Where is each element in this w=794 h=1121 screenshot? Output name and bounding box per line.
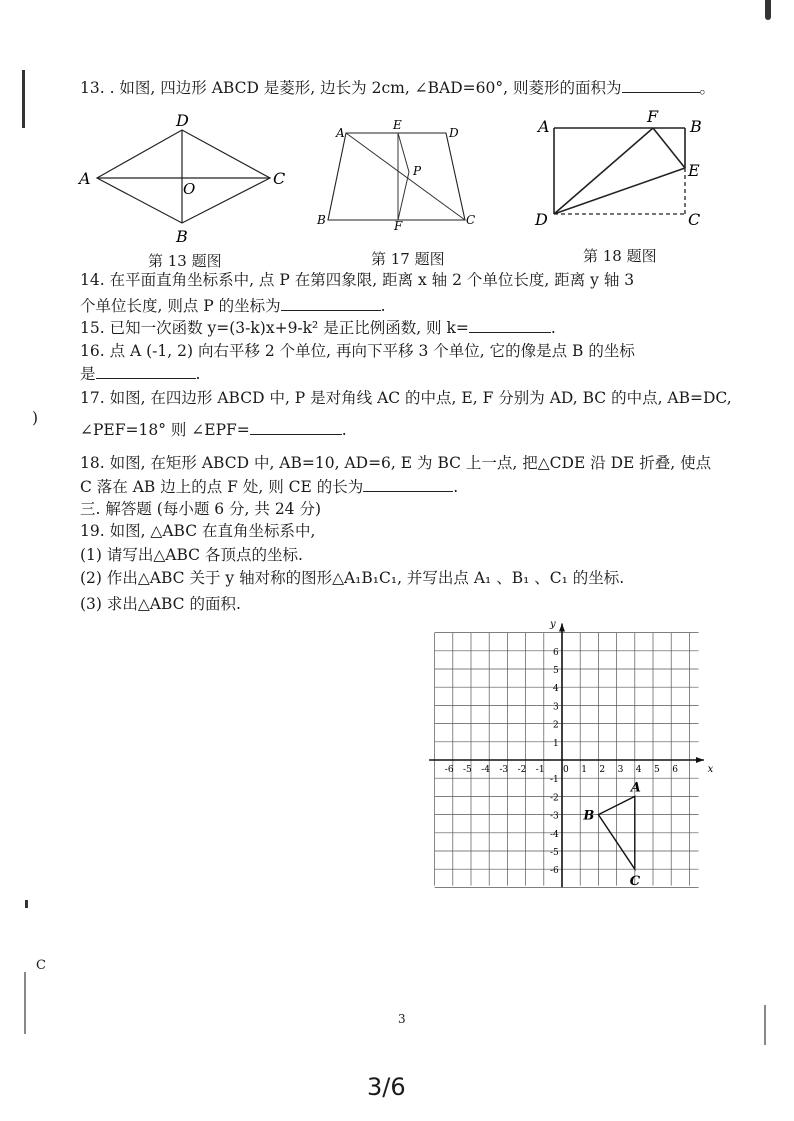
page-number: 3 xyxy=(398,1012,406,1026)
caption-figure-18: 第 18 题图 xyxy=(583,247,657,265)
x-axis-arrow xyxy=(696,757,704,763)
x-tick-label: -6 xyxy=(444,765,454,775)
y-axis-label: y xyxy=(550,619,556,631)
x-tick-label: 6 xyxy=(672,765,678,775)
question-19-part-2: (2) 作出△ABC 关于 y 轴对称的图形△A₁B₁C₁, 并写出点 A₁ 、B₁ 、C₁ 的坐标. xyxy=(80,569,625,587)
y-tick-label: -1 xyxy=(550,775,559,786)
question-18-line2: C 落在 AB 边上的点 F 处, 则 CE 的长为 . xyxy=(80,478,459,496)
label-d: D xyxy=(535,210,548,229)
triangle-label-a: A xyxy=(630,780,641,796)
x-tick-label: 0 xyxy=(563,765,569,775)
answer-blank-13[interactable] xyxy=(622,78,700,93)
label-o: O xyxy=(183,180,196,198)
scan-mark-top-right xyxy=(765,0,771,20)
y-tick-label: -3 xyxy=(550,811,559,822)
label-f: F xyxy=(394,219,403,230)
label-d: D xyxy=(449,126,459,140)
quadrilateral-outline xyxy=(328,133,465,220)
margin-mark-c: C xyxy=(36,958,46,973)
y-tick-label: 1 xyxy=(553,738,559,749)
segment-df xyxy=(554,128,653,214)
label-a: A xyxy=(336,126,345,140)
answer-blank-17[interactable] xyxy=(250,420,342,435)
question-19-intro: 19. 如图, △ABC 在直角坐标系中, xyxy=(80,522,316,540)
caption-figure-13: 第 13 题图 xyxy=(148,252,222,270)
scan-mark-bottom-left xyxy=(24,972,26,1034)
caption-figure-17: 第 17 题图 xyxy=(371,250,445,268)
label-b: B xyxy=(176,227,188,246)
margin-paren: ) xyxy=(32,409,39,427)
question-17-line2: ∠PEF=18° 则 ∠EPF= . xyxy=(80,421,347,439)
coordinate-grid-figure xyxy=(420,605,720,890)
question-14-line2: 个单位长度, 则点 P 的坐标为 . xyxy=(80,297,386,315)
x-tick-label: 5 xyxy=(654,765,660,775)
y-tick-label: -5 xyxy=(550,848,559,858)
segment-fe xyxy=(653,128,685,168)
y-axis-arrow xyxy=(559,624,565,632)
label-e: E xyxy=(688,161,700,180)
label-a: A xyxy=(538,117,550,136)
triangle-label-c: C xyxy=(629,874,641,890)
y-tick-label: -4 xyxy=(550,829,559,840)
label-d: D xyxy=(176,111,189,130)
x-axis-label: x xyxy=(707,764,714,775)
y-tick-label: 2 xyxy=(553,720,559,731)
question-15: 15. 已知一次函数 y=(3-k)x+9-k² 是正比例函数, 则 k= . xyxy=(80,319,556,337)
question-14-line1: 14. 在平面直角坐标系中, 点 P 在第四象限, 距离 x 轴 2 个单位长度, 距离 y 轴 3 xyxy=(80,271,635,289)
segment-pf xyxy=(398,172,409,220)
figure-17-quadrilateral xyxy=(313,115,478,230)
section-3-heading: 三. 解答题 (每小题 6 分, 共 24 分) xyxy=(80,500,322,518)
label-f: F xyxy=(647,107,659,126)
x-tick-label: 3 xyxy=(617,765,624,775)
label-p: P xyxy=(413,164,422,178)
scan-mark-bottom-right xyxy=(764,1005,766,1045)
question-18-line1: 18. 如图, 在矩形 ABCD 中, AB=10, AD=6, E 为 BC 上一点, 把△CDE 沿 DE 折叠, 使点 xyxy=(80,454,712,472)
segment-de xyxy=(554,168,685,214)
scan-mark-left-dot xyxy=(25,900,28,908)
label-c: C xyxy=(466,213,476,227)
question-13-text: 13. . 如图, 四边形 ABCD 是菱形, 边长为 2cm, ∠BAD=60°, 则菱形的面积为 xyxy=(80,79,622,97)
answer-blank-15[interactable] xyxy=(469,318,551,333)
answer-blank-14[interactable] xyxy=(281,296,381,311)
y-tick-label: 4 xyxy=(553,684,559,695)
diagonal-ac xyxy=(346,133,465,220)
x-tick-label: 1 xyxy=(581,765,587,775)
figure-18-rectangle xyxy=(530,100,720,235)
x-tick-label: -1 xyxy=(535,765,545,775)
question-16-line2: 是 . xyxy=(80,365,201,383)
y-tick-label: -6 xyxy=(550,866,559,877)
y-tick-label: -2 xyxy=(550,793,559,804)
x-tick-label: -3 xyxy=(499,765,509,775)
x-tick-label: -5 xyxy=(463,765,472,775)
question-19-part-1: (1) 请写出△ABC 各顶点的坐标. xyxy=(80,546,303,564)
question-13: 13. . 如图, 四边形 ABCD 是菱形, 边长为 2cm, ∠BAD=60°, 则菱形的面积为 。 xyxy=(80,79,716,97)
y-tick-label: 5 xyxy=(553,666,559,676)
y-tick-label: 6 xyxy=(553,647,559,658)
y-tick-label: 3 xyxy=(553,702,559,713)
x-tick-label: -2 xyxy=(517,765,527,775)
label-e: E xyxy=(393,118,402,132)
label-c: C xyxy=(688,210,701,229)
segment-ep xyxy=(398,133,409,172)
triangle-label-b: B xyxy=(583,808,595,824)
answer-blank-18[interactable] xyxy=(363,477,453,492)
question-16-line1: 16. 点 A (-1, 2) 向右平移 2 个单位, 再向下平移 3 个单位, 它的像是点 B 的坐标 xyxy=(80,342,635,360)
scan-mark-left-bar xyxy=(22,70,25,128)
x-tick-label: -4 xyxy=(481,765,490,775)
answer-blank-16[interactable] xyxy=(96,364,196,379)
page-indicator: 3/6 xyxy=(367,1073,406,1101)
rhombus-outline xyxy=(97,130,270,223)
x-tick-label: 4 xyxy=(635,765,642,775)
label-b: B xyxy=(317,213,326,227)
figure-13-rhombus xyxy=(75,110,290,250)
label-b: B xyxy=(690,117,702,136)
question-19-part-3: (3) 求出△ABC 的面积. xyxy=(80,595,241,613)
label-a: A xyxy=(79,169,91,188)
x-tick-label: 2 xyxy=(599,765,606,775)
label-c: C xyxy=(273,169,286,188)
question-17-line1: 17. 如图, 在四边形 ABCD 中, P 是对角线 AC 的中点, E, F 分别为 AD, BC 的中点, AB=DC, xyxy=(80,389,732,407)
